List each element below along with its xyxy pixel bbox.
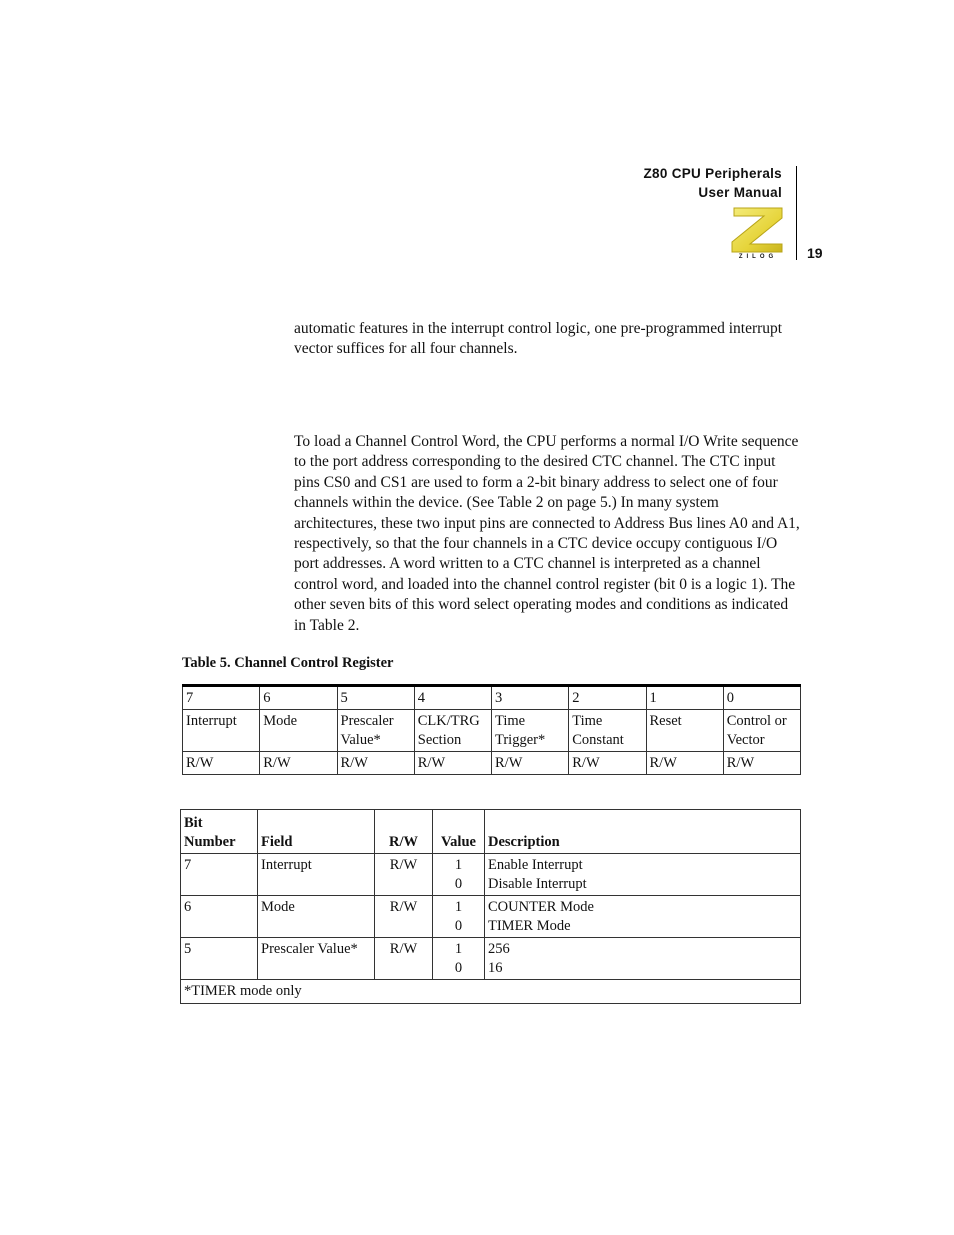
table-header-row: [181, 810, 801, 854]
logo-wordmark: ZILOG: [738, 254, 778, 260]
field-name-cell: Time Trigger*: [492, 710, 569, 752]
table-caption: Table 5. Channel Control Register: [182, 655, 394, 671]
field-description-table: [180, 809, 801, 1004]
field-name-cell: Control or Vector: [723, 710, 800, 752]
field-name-cell: Mode: [260, 710, 337, 752]
access-cell: R/W: [337, 752, 414, 775]
manual-title-line2: User Manual: [698, 185, 782, 200]
header-value: Value: [433, 810, 485, 854]
rw-cell: R/W: [375, 896, 433, 938]
paragraph-channel-control-word: To load a Channel Control Word, the CPU performs a normal I/O Write sequence to the port address corresponding to the desired CTC channel. The CTC input pins CS0 and CS1 are used to form a 2-bit binary address to select one of four channels within the device. (See Table 2 on page 5.) In many system architectures, these two input pins are connected to Address Bus lines A0 and A1, respectively, so that the four channels in a CTC device occupy contiguous I/O port addresses. A word written to a CTC channel is interpreted as a channel control word, and loaded into the channel control register (bit 0 is a logic 1). The other seven bits of this word select operating modes and conditions as indicated in Table 2.: [294, 433, 800, 634]
table-footnote: *TIMER mode only: [181, 980, 801, 1004]
field-name-cell: Time Constant: [569, 710, 646, 752]
field-name-row: [183, 710, 801, 752]
bit-cell: 4: [414, 686, 491, 710]
access-cell: R/W: [569, 752, 646, 775]
field-name-cell: Reset: [646, 710, 723, 752]
bit-number-cell: 7: [181, 854, 258, 896]
bit-number-row: [183, 686, 801, 710]
field-cell: Prescaler Value*: [258, 938, 375, 980]
field-name-cell: Prescaler Value*: [337, 710, 414, 752]
header-divider: [796, 166, 797, 260]
bit-number-cell: 5: [181, 938, 258, 980]
bit-cell: 1: [646, 686, 723, 710]
table-row: [181, 896, 801, 938]
bit-cell: 3: [492, 686, 569, 710]
value-cell: 1 0: [433, 854, 485, 896]
value-cell: 1 0: [433, 896, 485, 938]
access-cell: R/W: [646, 752, 723, 775]
field-name-cell: CLK/TRG Section: [414, 710, 491, 752]
manual-title: [643, 164, 782, 202]
table-row: [181, 938, 801, 980]
table-row: [181, 854, 801, 896]
bit-cell: 2: [569, 686, 646, 710]
bit-number-cell: 6: [181, 896, 258, 938]
channel-control-register-table: [182, 684, 801, 775]
bit-cell: 5: [337, 686, 414, 710]
manual-title-line1: Z80 CPU Peripherals: [643, 166, 782, 181]
page-number: 19: [807, 245, 823, 261]
value-cell: 1 0: [433, 938, 485, 980]
header-bit-number: Bit Number: [181, 810, 258, 854]
access-cell: R/W: [414, 752, 491, 775]
bit-cell: 7: [183, 686, 260, 710]
field-cell: Interrupt: [258, 854, 375, 896]
header-description: Description: [485, 810, 801, 854]
access-cell: R/W: [183, 752, 260, 775]
description-cell: COUNTER Mode TIMER Mode: [485, 896, 801, 938]
access-cell: R/W: [492, 752, 569, 775]
description-cell: Enable Interrupt Disable Interrupt: [485, 854, 801, 896]
rw-cell: R/W: [375, 854, 433, 896]
bit-cell: 0: [723, 686, 800, 710]
paragraph-interrupt-vector: automatic features in the interrupt control logic, one pre-programmed interrupt vector suffices for all four channels.: [294, 320, 783, 358]
description-cell: 256 16: [485, 938, 801, 980]
footnote-row: [181, 980, 801, 1004]
field-cell: Mode: [258, 896, 375, 938]
access-row: [183, 752, 801, 775]
bit-cell: 6: [260, 686, 337, 710]
field-name-cell: Interrupt: [183, 710, 260, 752]
header-field: Field: [258, 810, 375, 854]
access-cell: R/W: [723, 752, 800, 775]
header-rw: R/W: [375, 810, 433, 854]
access-cell: R/W: [260, 752, 337, 775]
rw-cell: R/W: [375, 938, 433, 980]
